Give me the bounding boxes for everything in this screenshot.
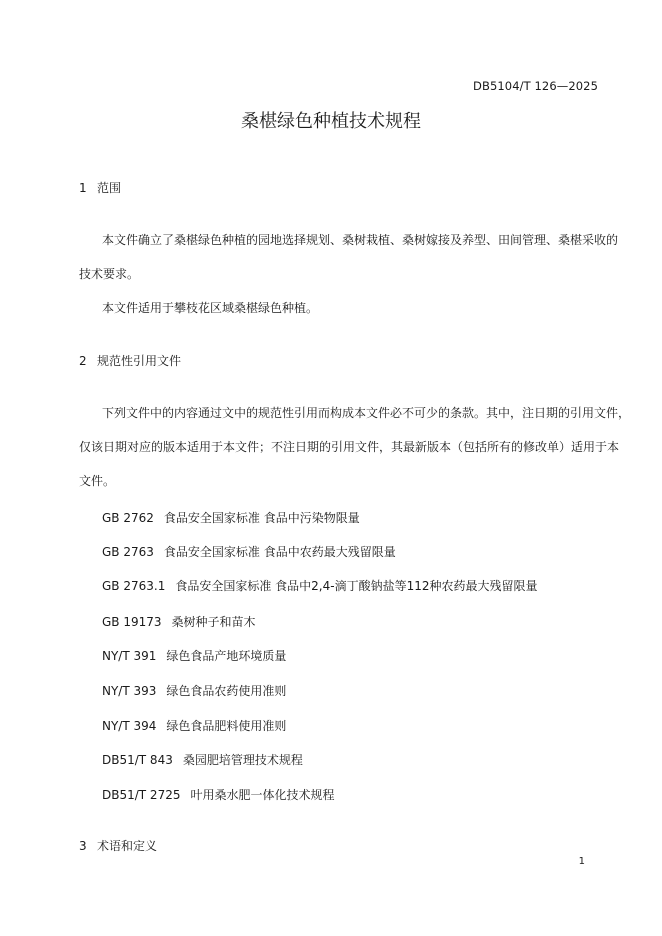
section-number: 3 — [79, 839, 87, 853]
section-number: 2 — [79, 354, 87, 368]
section-number: 1 — [79, 181, 87, 195]
page-number: 1 — [578, 856, 585, 867]
reference-code: NY/T 394 — [102, 719, 157, 733]
reference-item — [102, 509, 360, 526]
paragraph-line: 技术要求。 — [79, 267, 140, 281]
reference-item — [102, 786, 334, 803]
section-heading-normative-references — [79, 352, 181, 369]
reference-code: NY/T 391 — [102, 649, 157, 663]
document-title: 桑椹绿色种植技术规程 — [241, 111, 421, 132]
reference-item — [102, 613, 256, 630]
section-heading-terms-definitions — [79, 837, 157, 854]
section-title: 术语和定义 — [97, 839, 158, 853]
reference-code: GB 2763.1 — [102, 579, 166, 593]
reference-title: 绿色食品产地环境质量 — [166, 649, 287, 663]
reference-title: 桑树种子和苗木 — [171, 615, 256, 629]
reference-item — [102, 751, 303, 768]
reference-code: DB51/T 2725 — [102, 788, 181, 802]
reference-item — [102, 717, 286, 734]
reference-title: 食品安全国家标准 食品中污染物限量 — [163, 511, 360, 525]
reference-code: DB51/T 843 — [102, 753, 173, 767]
paragraph-line: 本文件确立了桑椹绿色种植的园地选择规划、桑树栽植、桑树嫁接及养型、田间管理、桑椹采收的 — [102, 233, 619, 247]
paragraph-line: 文件。 — [79, 474, 116, 488]
reference-code: GB 2762 — [102, 511, 154, 525]
reference-item — [102, 647, 286, 664]
reference-title: 桑园肥培管理技术规程 — [182, 753, 303, 767]
section-heading-scope — [79, 179, 121, 196]
section-title: 范围 — [97, 181, 122, 195]
reference-item — [102, 543, 396, 560]
reference-code: NY/T 393 — [102, 684, 157, 698]
reference-title: 绿色食品肥料使用准则 — [166, 719, 287, 733]
standard-number: DB5104/T 126—2025 — [473, 79, 598, 93]
reference-code: GB 19173 — [102, 615, 162, 629]
reference-item — [102, 682, 286, 699]
reference-title: 叶用桑水肥一体化技术规程 — [190, 788, 335, 802]
reference-item — [102, 577, 537, 594]
reference-title: 食品安全国家标准 食品中2,4-滴丁酸钠盐等112种农药最大残留限量 — [175, 579, 538, 593]
paragraph-line: 下列文件中的内容通过文中的规范性引用而构成本文件必不可少的条款。其中，注日期的引用文件， — [102, 406, 631, 420]
section-title: 规范性引用文件 — [97, 354, 182, 368]
reference-title: 食品安全国家标准 食品中农药最大残留限量 — [163, 545, 396, 559]
paragraph-line: 仅该日期对应的版本适用于本文件；不注日期的引用文件，其最新版本（包括所有的修改单）适用于本 — [79, 440, 620, 454]
reference-title: 绿色食品农药使用准则 — [166, 684, 287, 698]
reference-code: GB 2763 — [102, 545, 154, 559]
paragraph-line: 本文件适用于攀枝花区域桑椹绿色种植。 — [102, 301, 319, 315]
